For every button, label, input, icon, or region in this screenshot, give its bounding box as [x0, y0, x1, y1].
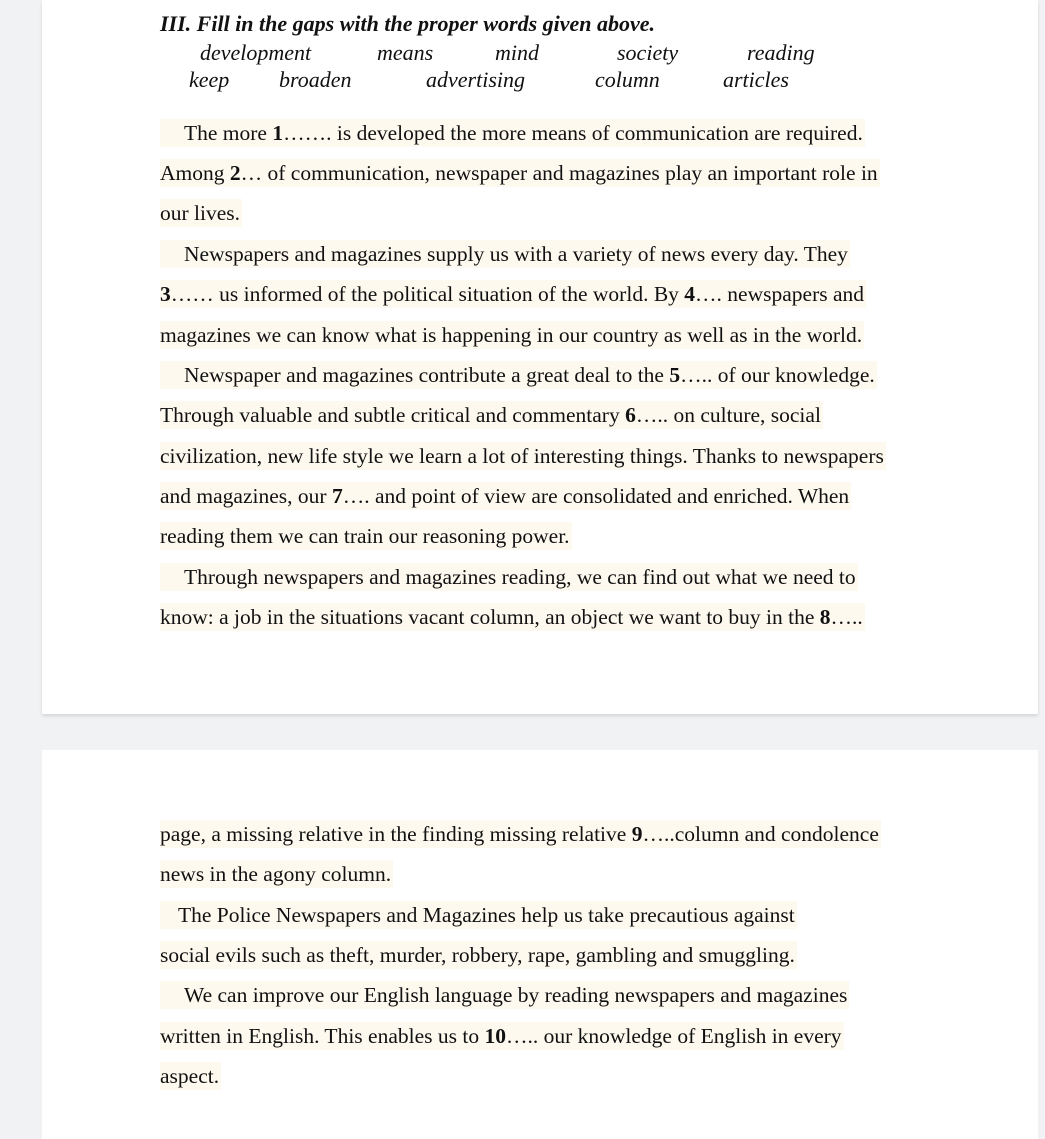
passage-line: civilization, new life style we learn a lot of interesting things. Thanks to newspapers — [160, 444, 884, 468]
gap-number: 5 — [669, 363, 681, 387]
gap-number: 9 — [631, 822, 643, 846]
passage-line: written in English. This enables us to 10….. our knowledge of English in every — [160, 1024, 842, 1048]
word-bank-item: broaden — [279, 67, 352, 92]
passage-line: and magazines, our 7…. and point of view are consolidated and enriched. When — [160, 484, 850, 508]
gap-number: 10 — [484, 1024, 506, 1048]
word-bank-item: articles — [723, 67, 789, 92]
word-bank-item: development — [200, 40, 312, 65]
word-bank-item: mind — [495, 40, 539, 65]
word-bank-item: column — [595, 67, 660, 92]
passage-line: social evils such as theft, murder, robbery, rape, gambling and smuggling. — [160, 943, 795, 967]
passage-line: know: a job in the situations vacant column, an object we want to buy in the 8….. — [160, 605, 863, 629]
passage-line: magazines we can know what is happening in our country as well as in the world. — [160, 323, 863, 347]
passage-line: Newspaper and magazines contribute a great deal to the 5….. of our knowledge. — [160, 361, 877, 389]
passage-line: news in the agony column. — [160, 862, 392, 886]
word-bank-item: society — [617, 40, 679, 65]
passage-line: Through newspapers and magazines reading, we can find out what we need to — [160, 563, 858, 591]
gap-number: 3 — [160, 282, 171, 306]
gap-number: 2 — [229, 161, 241, 185]
word-bank-item: advertising — [426, 67, 525, 92]
passage-line: Among 2… of communication, newspaper and magazines play an important role in — [160, 161, 878, 185]
passage-line: The Police Newspapers and Magazines help us take precautious against — [160, 901, 797, 929]
word-bank-item: reading — [747, 40, 815, 65]
gap-number: 7 — [331, 484, 343, 508]
passage-line: aspect. — [160, 1064, 220, 1088]
passage-line: page, a missing relative in the finding missing relative 9…..column and condolence — [160, 822, 879, 846]
exercise-heading: III. Fill in the gaps with the proper words given above. — [160, 11, 656, 36]
word-bank-item: means — [377, 40, 434, 65]
passage-line: Newspapers and magazines supply us with a variety of news every day. They — [160, 240, 850, 268]
word-bank-item: keep — [189, 67, 230, 92]
gap-number: 6 — [625, 403, 636, 427]
gap-number: 1 — [272, 121, 284, 145]
passage-line: our lives. — [160, 201, 241, 225]
passage-line: reading them we can train our reasoning power. — [160, 524, 570, 548]
passage-line: 3…… us informed of the political situation of the world. By 4…. newspapers and — [160, 282, 865, 306]
gap-number: 4 — [684, 282, 696, 306]
passage-line: The more 1……. is developed the more means of communication are required. — [160, 119, 865, 147]
passage-line: Through valuable and subtle critical and commentary 6….. on culture, social — [160, 403, 821, 427]
passage-line: We can improve our English language by reading newspapers and magazines — [160, 981, 849, 1009]
gap-number: 8 — [819, 605, 831, 629]
